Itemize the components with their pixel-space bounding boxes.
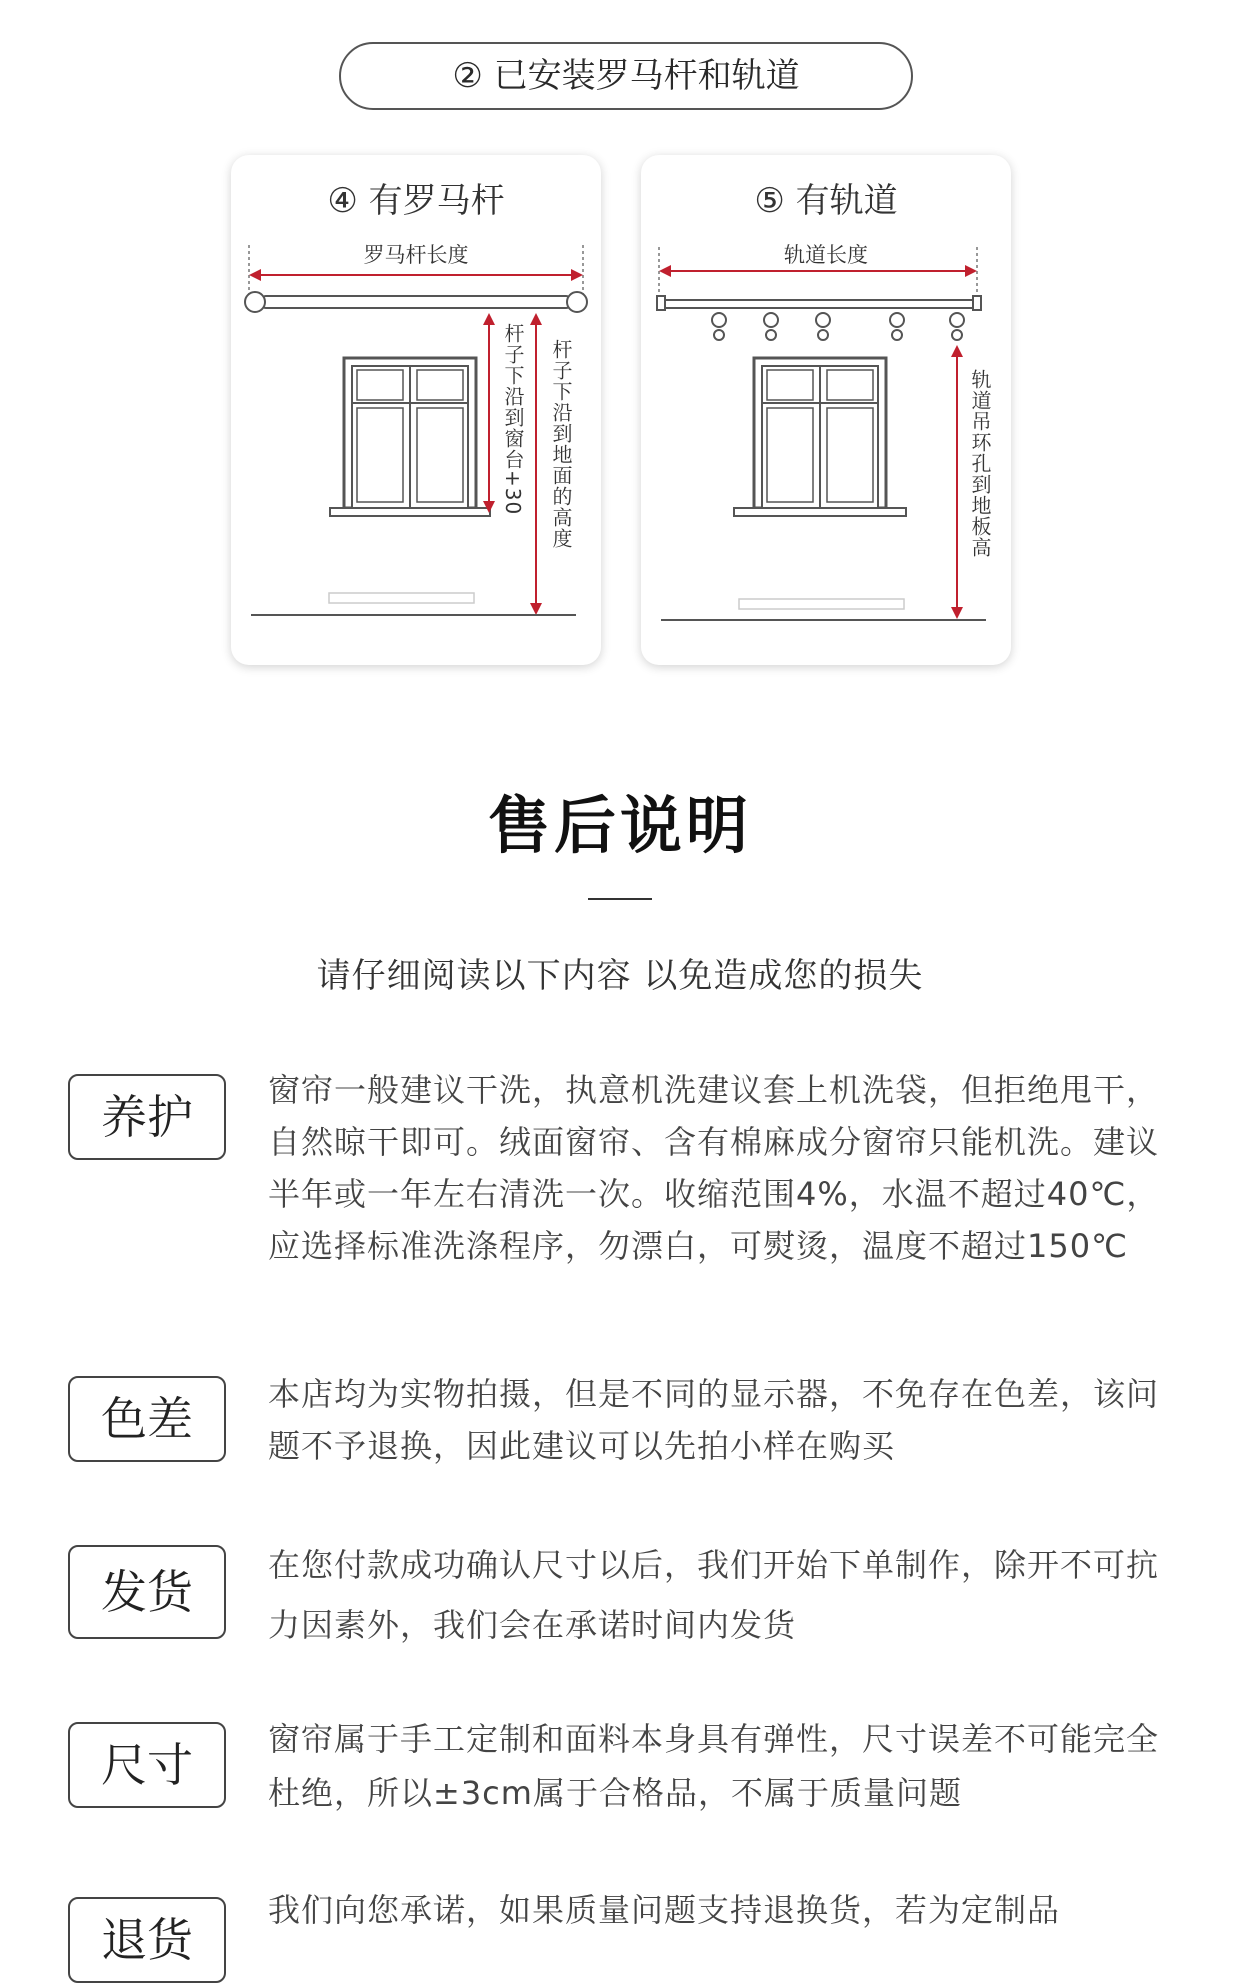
roman-rod-card-title: ④ 有罗马杆	[327, 181, 505, 221]
text-color-difference: 本店均为实物拍摄，但是不同的显示器，不免存在色差，该问题不予退换，因此建议可以先拍小样在购买	[268, 1375, 1160, 1465]
title-divider	[588, 898, 652, 900]
roman-rod-card	[231, 155, 601, 665]
rod-to-floor-label: 杆子下沿到地面的高度	[549, 339, 573, 549]
track-length-label: 轨道长度	[784, 243, 868, 267]
roman-rod-diagram	[231, 155, 601, 665]
text-size: 窗帘属于手工定制和面料本身具有弹性，尺寸误差不可能完全杜绝，所以±3cm属于合格品，不属于质量问题	[268, 1720, 1160, 1812]
text-returns: 我们向您承诺，如果质量问题支持退换货，若为定制品	[268, 1891, 1061, 1929]
tag-shipping: 发货	[68, 1545, 226, 1639]
installed-rod-track-pill: ② 已安装罗马杆和轨道	[339, 42, 913, 110]
rod-length-label: 罗马杆长度	[363, 243, 469, 267]
track-card-title: ⑤ 有轨道	[754, 181, 898, 221]
tag-size: 尺寸	[68, 1722, 226, 1808]
section-title: 售后说明	[487, 789, 752, 862]
rod-to-sill-label: 杆子下沿到窗台+30	[501, 323, 525, 516]
tag-care: 养护	[68, 1074, 226, 1160]
section-subtitle: 请仔细阅读以下内容 以免造成您的损失	[316, 956, 924, 996]
track-card	[641, 155, 1011, 665]
text-care: 窗帘一般建议干洗，执意机洗建议套上机洗袋，但拒绝甩干，自然晾干即可。绒面窗帘、含有棉麻成分窗帘只能机洗。建议半年或一年左右清洗一次。收缩范围4%，水温不超过40℃，应选择标准洗涤程序，勿漂白，可熨烫，温度不超过150℃	[268, 1071, 1160, 1265]
track-diagram	[641, 155, 1011, 665]
tag-returns: 退货	[68, 1897, 226, 1983]
tag-color-difference: 色差	[68, 1376, 226, 1462]
text-shipping: 在您付款成功确认尺寸以后，我们开始下单制作，除开不可抗力因素外，我们会在承诺时间内发货	[268, 1546, 1160, 1644]
track-hook-to-floor-label: 轨道吊环孔到地板高	[968, 369, 992, 558]
